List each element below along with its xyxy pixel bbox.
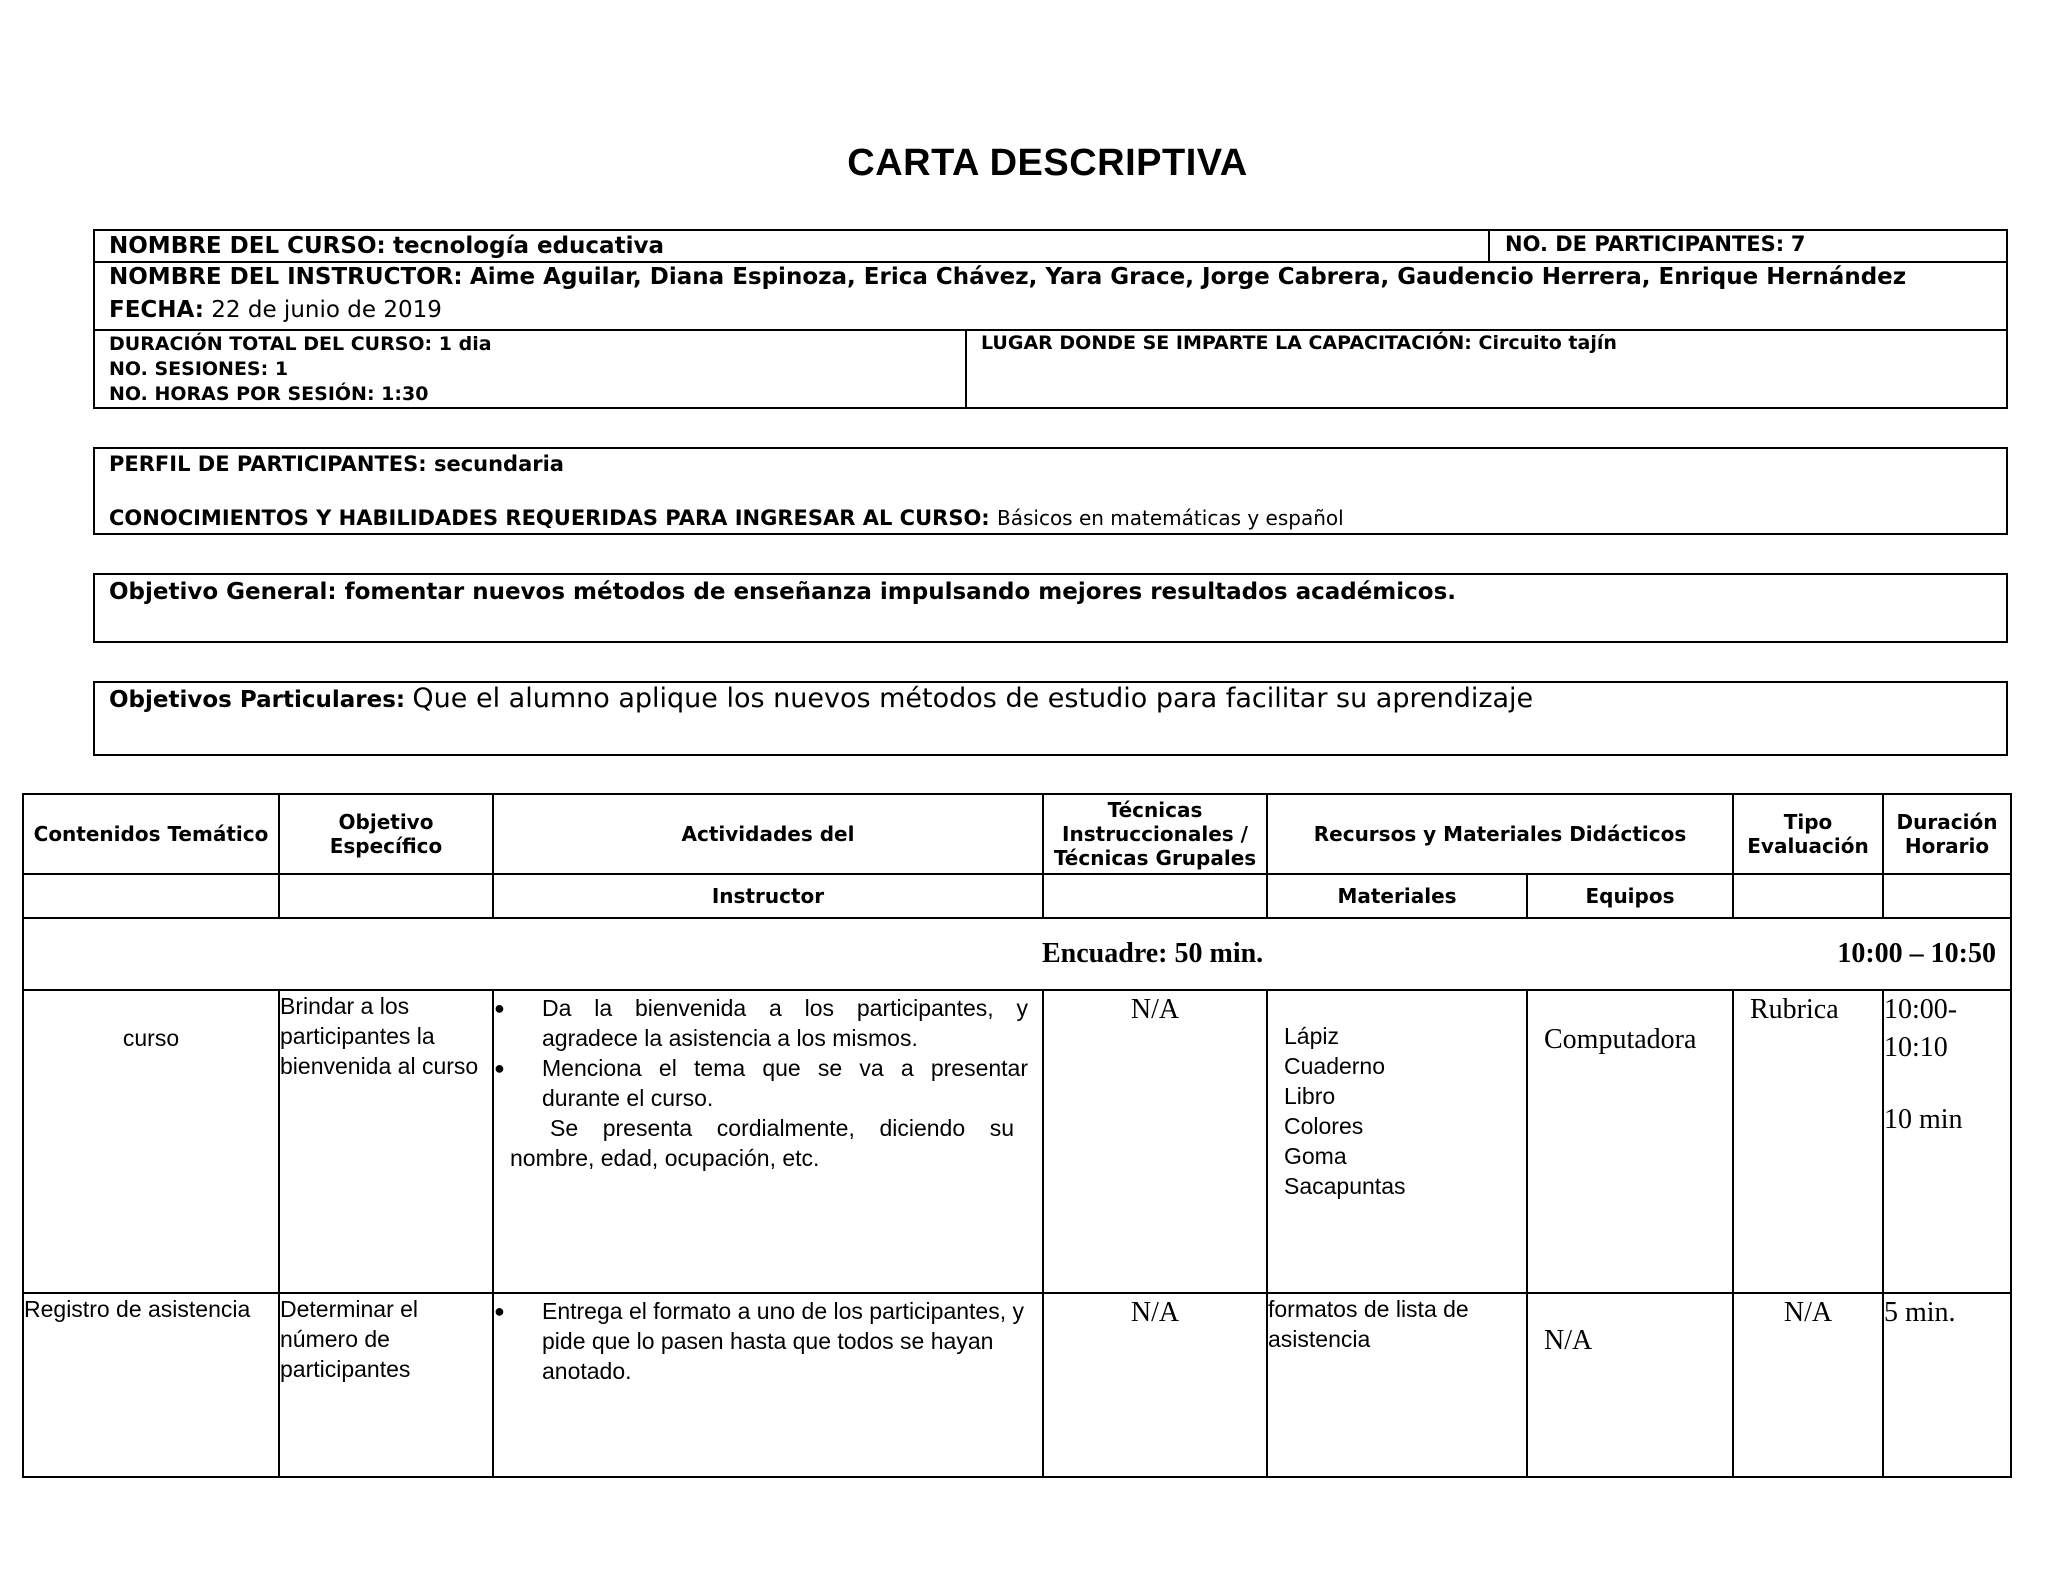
subheader-materiales: Materiales (1267, 874, 1527, 918)
participants-label: NO. DE PARTICIPANTES: (1505, 232, 1785, 256)
empty-cell (23, 874, 279, 918)
duration-label: DURACIÓN TOTAL DEL CURSO: (109, 333, 433, 355)
general-objective (109, 579, 1456, 605)
row-actividades (493, 990, 1043, 1293)
activities-list (494, 993, 1028, 1113)
list-item: ● Menciona el tema que se va a presentar durante el curso. (512, 1053, 1028, 1113)
row-duracion: 5 min. (1883, 1293, 2011, 1477)
duration-value: 1 dia (438, 333, 492, 355)
activities-list (494, 1296, 1028, 1386)
required-knowledge (109, 506, 1344, 530)
list-item: Libro (1284, 1083, 1336, 1109)
date-value: 22 de junio de 2019 (211, 297, 442, 323)
total-duration (109, 332, 492, 357)
participants-value: 7 (1790, 232, 1806, 256)
training-place (981, 332, 1617, 354)
header-actividades: Actividades del (493, 794, 1043, 874)
profile-box (93, 447, 2008, 535)
subheader-instructor: Instructor (493, 874, 1043, 918)
course-name (109, 233, 664, 259)
course-value: tecnología educativa (393, 233, 664, 259)
participants-count (1505, 232, 1805, 256)
particular-objectives-value: Que el alumno aplique los nuevos métodos de estudio para facilitar su aprendizaje (412, 683, 1534, 714)
hours-per-session (109, 382, 492, 407)
row-equipos: N/A (1527, 1293, 1733, 1477)
particular-objectives-box (93, 681, 2008, 756)
sessions-value: 1 (274, 358, 289, 380)
sessions (109, 357, 492, 382)
header-objetivo: Objetivo Específico (279, 794, 493, 874)
course-date (109, 297, 442, 323)
place-label: LUGAR DONDE SE IMPARTE LA CAPACITACIÓN: (981, 332, 1472, 354)
hours-label: NO. HORAS POR SESIÓN: (109, 383, 375, 405)
list-item: Sacapuntas (1284, 1173, 1406, 1199)
duration-row (95, 331, 2006, 409)
course-row (95, 231, 2006, 263)
empty-cell (279, 874, 493, 918)
knowledge-label: CONOCIMIENTOS Y HABILIDADES REQUERIDAS PARA INGRESAR AL CURSO: (109, 506, 990, 530)
row-materiales (1267, 990, 1527, 1293)
header-recursos: Recursos y Materiales Didácticos (1267, 794, 1733, 874)
instructor-label: NOMBRE DEL INSTRUCTOR: (109, 264, 463, 290)
header-tipo: Tipo Evaluación (1733, 794, 1883, 874)
list-item: Lápiz (1284, 1023, 1339, 1049)
instructor-value: Aime Aguilar, Diana Espinoza, Erica Chávez, Yara Grace, Jorge Cabrera, Gaudencio Herrera, Enrique Hernández (469, 264, 1907, 290)
row-tecnicas: N/A (1043, 1293, 1267, 1477)
course-info-box (93, 229, 2008, 409)
divider (1488, 231, 1490, 261)
hours-value: 1:30 (381, 383, 429, 405)
activities-note: Se presenta cordialmente, diciendo su nombre, edad, ocupación, etc. (510, 1115, 1014, 1171)
section-cell (23, 918, 2011, 990)
general-objective-label: Objetivo General: (109, 579, 337, 605)
empty-cell (1043, 874, 1267, 918)
section-title: Encuadre: 50 min. (1042, 938, 1264, 969)
particular-objectives (109, 683, 1533, 714)
page-title: CARTA DESCRIPTIVA (847, 142, 1248, 184)
row-tipo: Rubrica (1733, 990, 1883, 1293)
instructor-row (95, 263, 2006, 331)
instructor-names (109, 264, 1906, 290)
divider (965, 331, 967, 409)
duration-block (109, 332, 492, 407)
list-item: ● Entrega el formato a uno de los participantes, y pide que lo pasen hasta que todos se hayan anotado. (512, 1296, 1028, 1386)
row-tipo: N/A (1733, 1293, 1883, 1477)
row-duracion (1883, 990, 2011, 1293)
profile-value: secundaria (433, 452, 564, 476)
general-objective-box (93, 573, 2008, 643)
general-objective-value: fomentar nuevos métodos de enseñanza impulsando mejores resultados académicos. (344, 579, 1457, 605)
row-horario: 10:00-10:10 (1884, 994, 1958, 1063)
row-objetivo: Determinar el número de participantes (279, 1293, 493, 1477)
row-contenido: Registro de asistencia (23, 1293, 279, 1477)
section-time: 10:00 – 10:50 (1837, 938, 1996, 969)
particular-objectives-label: Objetivos Particulares: (109, 687, 406, 713)
profile-label: PERFIL DE PARTICIPANTES: (109, 452, 427, 476)
subheader-equipos: Equipos (1527, 874, 1733, 918)
table-header-row (23, 794, 2011, 874)
course-plan-table (22, 793, 2012, 1478)
table-row (23, 990, 2011, 1293)
empty-cell (1883, 874, 2011, 918)
table-subheader-row (23, 874, 2011, 918)
list-item: Colores (1284, 1113, 1364, 1139)
header-duracion: Duración Horario (1883, 794, 2011, 874)
row-contenido: curso (23, 990, 279, 1293)
header-contenidos: Contenidos Temático (23, 794, 279, 874)
sessions-label: NO. SESIONES: (109, 358, 269, 380)
empty-cell (1733, 874, 1883, 918)
row-tecnicas: N/A (1043, 990, 1267, 1293)
participant-profile (109, 452, 564, 476)
table-row (23, 1293, 2011, 1477)
place-value: Circuito tajín (1478, 332, 1617, 354)
list-item: Goma (1284, 1143, 1347, 1169)
section-row (23, 918, 2011, 990)
list-item: ● Da la bienvenida a los participantes, y agradece la asistencia a los mismos. (512, 993, 1028, 1053)
row-equipos: Computadora (1527, 990, 1733, 1293)
list-item: Cuaderno (1284, 1053, 1386, 1079)
course-label: NOMBRE DEL CURSO: (109, 233, 386, 259)
row-objetivo: Brindar a los participantes la bienvenida al curso (279, 990, 493, 1293)
date-label: FECHA: (109, 297, 204, 323)
row-duracion-value: 10 min (1884, 1104, 1963, 1135)
row-materiales: formatos de lista de asistencia (1267, 1293, 1527, 1477)
row-actividades (493, 1293, 1043, 1477)
knowledge-value: Básicos en matemáticas y español (997, 506, 1344, 530)
header-tecnicas: Técnicas Instruccionales / Técnicas Grupales (1043, 794, 1267, 874)
